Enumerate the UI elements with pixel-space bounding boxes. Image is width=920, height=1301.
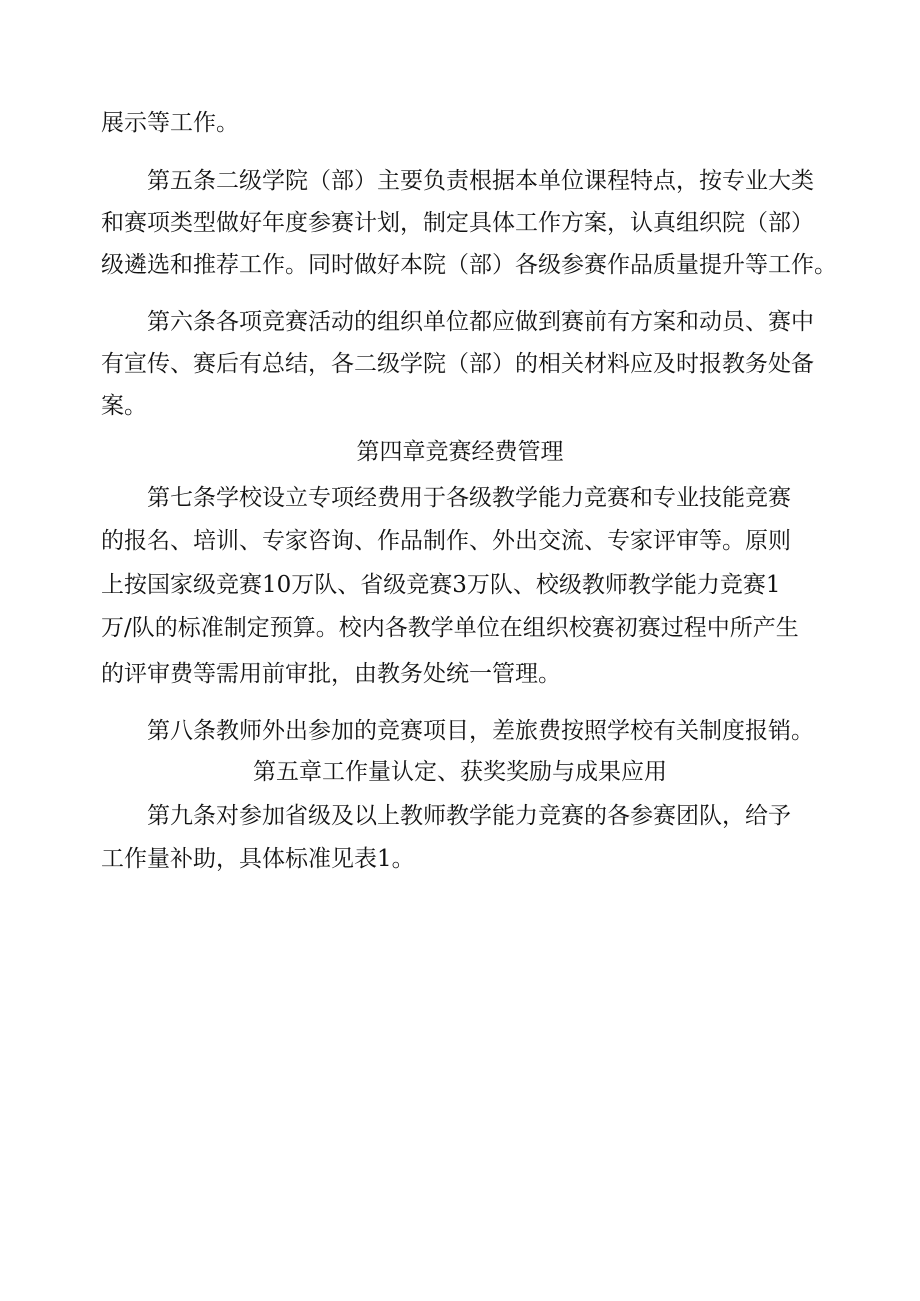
article-9-line-1: 第九条对参加省级及以上教师教学能力竞赛的各参赛团队，给予 — [147, 803, 791, 829]
chapter-4-heading: 第四章竞赛经费管理 — [356, 439, 564, 465]
article-7-line-1: 第七条学校设立专项经费用于各级教学能力竞赛和专业技能竞赛 — [147, 485, 791, 511]
article-6-line-2: 有宣传、赛后有总结，各二级学院（部）的相关材料应及时报教务处备 — [101, 351, 814, 377]
article-5-line-2: 和赛项类型做好年度参赛计划，制定具体工作方案，认真组织院（部） — [101, 210, 814, 236]
article-7-line-3: 上按国家级竞赛10万队、省级竞赛3万队、校级教师教学能力竞赛1 — [101, 572, 781, 598]
article-7-line-2: 的报名、培训、专家咨询、作品制作、外出交流、专家评审等。原则 — [101, 528, 791, 554]
text-line-1: 展示等工作。 — [101, 110, 239, 136]
article-9-line-2: 工作量补助，具体标准见表1。 — [101, 846, 415, 872]
chapter-5-heading: 第五章工作量认定、获奖奖励与成果应用 — [253, 759, 667, 785]
article-8-line-1: 第八条教师外出参加的竞赛项目，差旅费按照学校有关制度报销。 — [147, 718, 814, 744]
article-7-line-4: 万/队的标准制定预算。校内各教学单位在组织校赛初赛过程中所产生 — [101, 615, 799, 641]
article-7-line-5: 的评审费等需用前审批，由教务处统一管理。 — [101, 661, 561, 687]
article-6-line-3: 案。 — [101, 393, 147, 419]
article-5-line-3: 级遴选和推荐工作。同时做好本院（部）各级参赛作品质量提升等工作。 — [101, 252, 837, 278]
article-5-line-1: 第五条二级学院（部）主要负责根据本单位课程特点，按专业大类 — [147, 168, 814, 194]
article-6-line-1: 第六条各项竞赛活动的组织单位都应做到赛前有方案和动员、赛中 — [147, 309, 814, 335]
